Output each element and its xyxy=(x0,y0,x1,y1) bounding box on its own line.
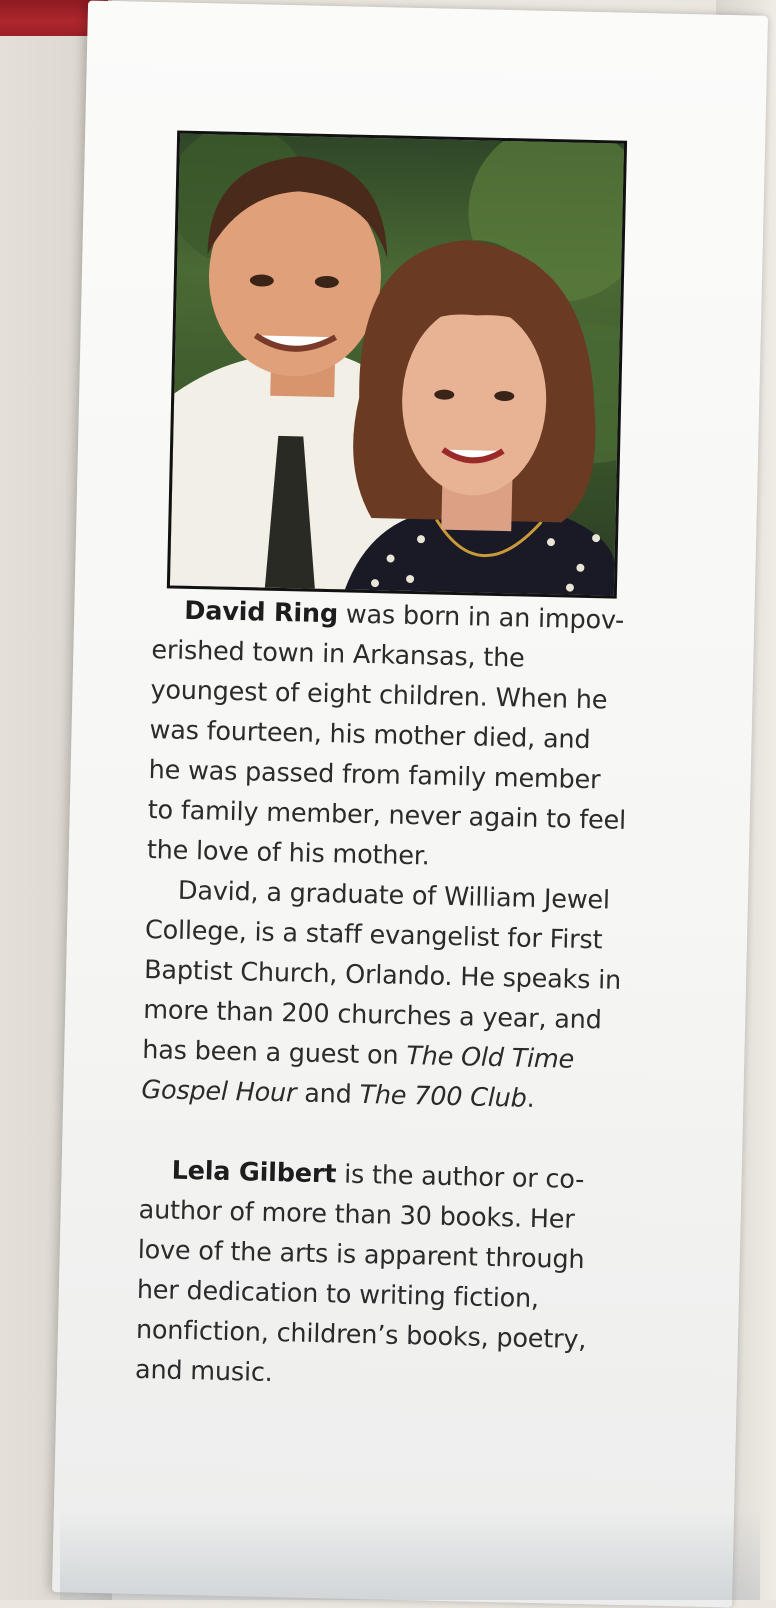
bio-paragraph-david-career xyxy=(141,870,626,1121)
bio-text-david: was born in an impov- erished town in Arkansas, the youngest of eight children. When he was fourteen, his mother died, and he was passed from family member to family member, never again to feel the love of his mother. xyxy=(146,599,627,872)
bio-paragraph-david xyxy=(146,590,632,881)
bio-paragraph-lela xyxy=(135,1150,620,1401)
author-photo xyxy=(167,131,627,599)
bio-text-career-1: David, a graduate of William Jewel College, is a staff evangelist for First Baptist Church, Orlando. He speaks in more than 200 churches a year, and has been a guest on xyxy=(142,875,622,1071)
show-title-gospel-hour: The Old Time Gospel Hour xyxy=(141,1040,575,1109)
bio-text-career-3: . xyxy=(526,1083,535,1114)
bio-text-lela: is the author or co- author of more than 30 books. Her love of the arts is apparent through her dedication to writing fiction, nonfiction, children’s books, poetry, and music. xyxy=(134,1159,587,1389)
author-name-lela: Lela Gilbert xyxy=(171,1155,337,1190)
flap-shadow xyxy=(60,1510,760,1600)
show-title-700-club: The 700 Club xyxy=(359,1079,527,1114)
bio-text-career-2: and xyxy=(296,1078,360,1110)
author-bio xyxy=(135,590,633,1401)
dust-jacket-flap xyxy=(52,0,768,1607)
author-name-david: David Ring xyxy=(183,595,339,630)
